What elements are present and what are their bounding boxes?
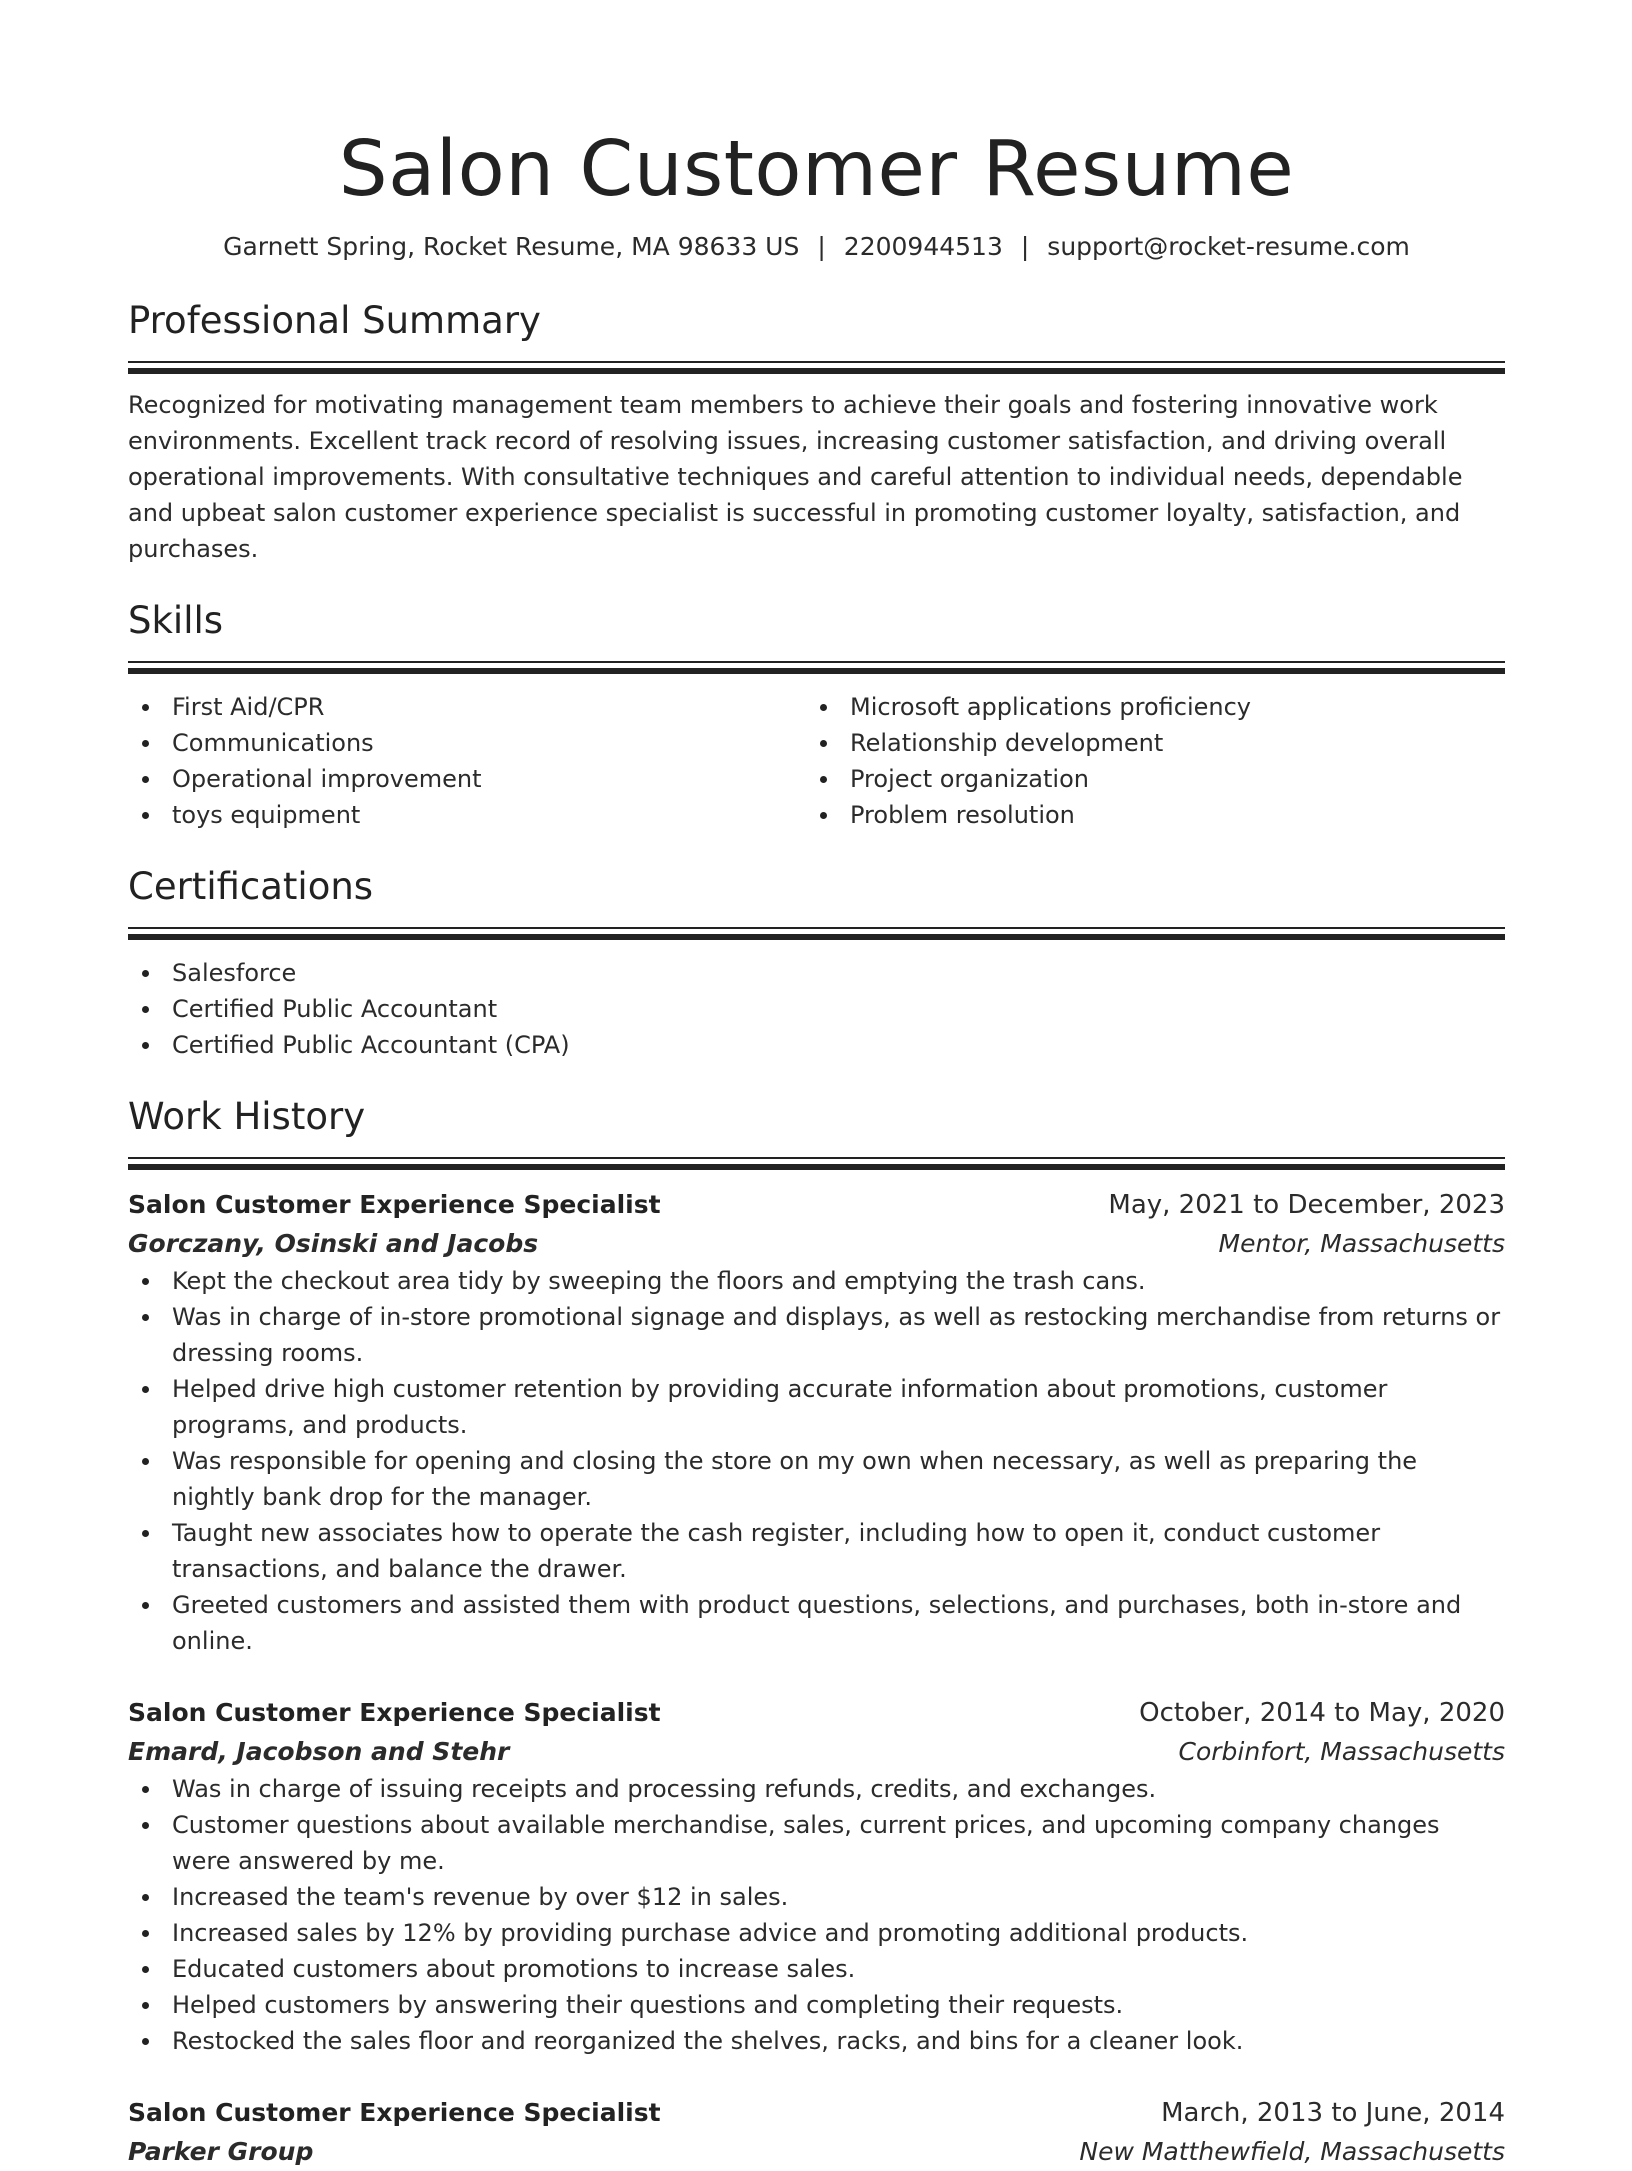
job-dates: March, 2013 to June, 2014 — [1161, 2098, 1505, 2128]
job-location: New Matthewfield, Massachusetts — [1079, 2137, 1505, 2166]
job-duty: Helped customers by answering their questions and completing their requests. — [128, 1987, 1505, 2023]
contact-separator: | — [1020, 232, 1030, 261]
job-duties-list — [128, 1771, 1505, 2059]
certification-item: Salesforce — [128, 955, 1505, 991]
certification-item: Certified Public Accountant — [128, 991, 1505, 1027]
job-company: Emard, Jacobson and Stehr — [128, 1737, 510, 1766]
job-duty: Increased the team's revenue by over $12 in sales. — [128, 1879, 1505, 1915]
job-title: Salon Customer Experience Specialist — [128, 2098, 661, 2127]
contact-separator: | — [817, 232, 826, 261]
job-location: Corbinfort, Massachusetts — [1178, 1737, 1505, 1766]
skills-grid — [128, 689, 1505, 833]
work-history-heading: Work History — [128, 1095, 366, 1138]
job-duty: Was responsible for opening and closing the store on my own when necessary, as well as preparing the nightly bank drop for the manager. — [128, 1443, 1505, 1515]
job-subheader — [128, 1733, 1505, 1771]
skill-item: Project organization — [806, 761, 1484, 797]
job-duty: Restocked the sales floor and reorganized the shelves, racks, and bins for a cleaner look. — [128, 2023, 1505, 2059]
job-header — [128, 1693, 1505, 1733]
contact-phone: 2200944513 — [843, 232, 1003, 261]
certifications-section — [128, 861, 1505, 1063]
skill-item: Problem resolution — [806, 797, 1484, 833]
job-title: Salon Customer Experience Specialist — [128, 1698, 661, 1727]
skill-item: Communications — [128, 725, 806, 761]
job-location: Mentor, Massachusetts — [1218, 1229, 1505, 1258]
job-company: Parker Group — [128, 2137, 314, 2166]
contact-address: Garnett Spring, Rocket Resume, MA 98633 US — [223, 232, 800, 261]
section-divider — [128, 1157, 1505, 1169]
job-duty: Increased sales by 12% by providing purchase advice and promoting additional products. — [128, 1915, 1505, 1951]
work-history-section — [128, 1091, 1505, 2171]
skill-item: Operational improvement — [128, 761, 806, 797]
job-dates: October, 2014 to May, 2020 — [1139, 1698, 1505, 1728]
summary-heading: Professional Summary — [128, 299, 541, 342]
certifications-heading: Certifications — [128, 865, 374, 908]
resume-title: Salon Customer Resume — [338, 125, 1295, 214]
skills-heading: Skills — [128, 599, 224, 642]
skill-item: Relationship development — [806, 725, 1484, 761]
job-duty: Helped drive high customer retention by providing accurate information about promotions, customer programs, and products. — [128, 1371, 1505, 1443]
job-entry — [128, 1185, 1505, 1659]
job-header — [128, 2093, 1505, 2133]
job-dates: May, 2021 to December, 2023 — [1108, 1190, 1505, 1220]
section-divider — [128, 927, 1505, 939]
skills-section — [128, 595, 1505, 833]
contact-line — [128, 229, 1505, 265]
certifications-list — [128, 955, 1505, 1063]
section-divider — [128, 361, 1505, 373]
resume-page — [128, 0, 1505, 2171]
contact-email: support@rocket-resume.com — [1047, 232, 1410, 261]
job-subheader — [128, 1225, 1505, 1263]
job-header — [128, 1185, 1505, 1225]
summary-text: Recognized for motivating management team members to achieve their goals and fostering innovative work environments. Excellent track record of resolving issues, increasing customer satisfaction, and driving overall operational improvements. With consultative techniques and careful attention to individual needs, dependable and upbeat salon customer experience specialist is successful in promoting customer loyalty, satisfaction, and purchases. — [128, 391, 1463, 563]
job-duty: Was in charge of in-store promotional signage and displays, as well as restocking merchandise from returns or dressing rooms. — [128, 1299, 1505, 1371]
skill-item: toys equipment — [128, 797, 806, 833]
skills-list-right — [806, 689, 1484, 833]
summary-section — [128, 295, 1505, 567]
job-entry — [128, 2093, 1505, 2171]
job-duty: Customer questions about available merchandise, sales, current prices, and upcoming company changes were answered by me. — [128, 1807, 1505, 1879]
certification-item: Certified Public Accountant (CPA) — [128, 1027, 1505, 1063]
job-company: Gorczany, Osinski and Jacobs — [128, 1229, 539, 1258]
job-subheader — [128, 2133, 1505, 2171]
job-duty: Greeted customers and assisted them with product questions, selections, and purchases, both in-store and online. — [128, 1587, 1505, 1659]
job-duty: Kept the checkout area tidy by sweeping the floors and emptying the trash cans. — [128, 1263, 1505, 1299]
skill-item: First Aid/CPR — [128, 689, 806, 725]
job-duty: Educated customers about promotions to increase sales. — [128, 1951, 1505, 1987]
skills-list-left — [128, 689, 806, 833]
job-duty: Taught new associates how to operate the cash register, including how to open it, conduct customer transactions, and balance the drawer. — [128, 1515, 1505, 1587]
job-duties-list — [128, 1263, 1505, 1659]
job-entry — [128, 1693, 1505, 2059]
job-duty: Was in charge of issuing receipts and processing refunds, credits, and exchanges. — [128, 1771, 1505, 1807]
skill-item: Microsoft applications proficiency — [806, 689, 1484, 725]
section-divider — [128, 661, 1505, 673]
job-title: Salon Customer Experience Specialist — [128, 1190, 661, 1219]
